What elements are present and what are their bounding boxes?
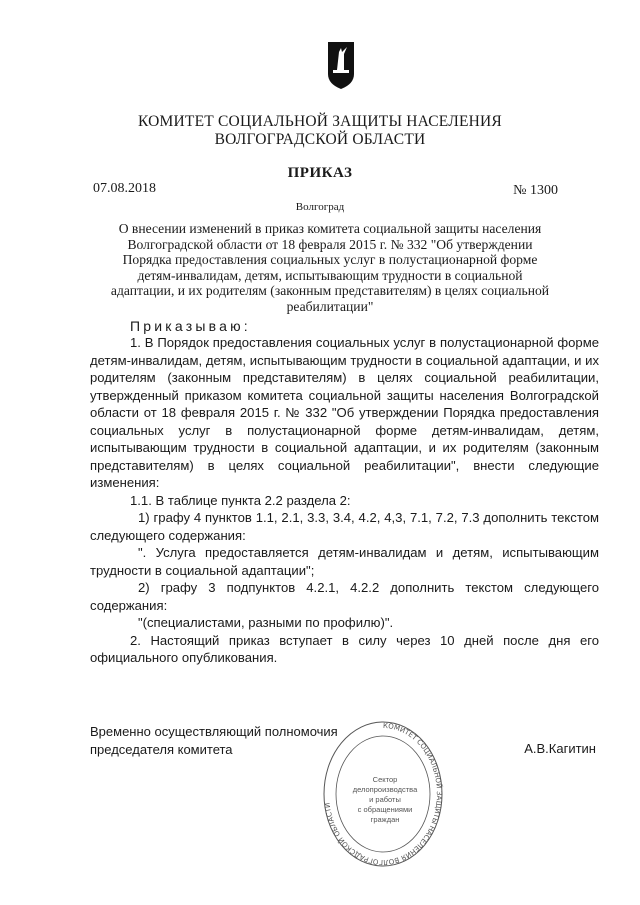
paragraph-1-1: 1.1. В таблице пункта 2.2 раздела 2: — [130, 492, 351, 508]
document-date: 07.08.2018 — [93, 181, 156, 196]
coat-of-arms-icon — [327, 40, 355, 90]
document-type: ПРИКАЗ — [287, 165, 353, 181]
signatory-title — [90, 723, 338, 759]
stamp-line1: Сектор — [372, 775, 398, 784]
stamp-line4: с обращениями — [357, 805, 413, 814]
signatory-name: А.В.Кагитин — [524, 741, 596, 756]
stamp-line5: граждан — [370, 815, 400, 824]
paragraph-1-1-1: 1) графу 4 пунктов 1.1, 2.1, 3.3, 3.4, 4.2, 4,3, 7.1, 7.2, 7.3 дополнить текстом следующего содержания: — [90, 510, 599, 543]
document-subject: О внесении изменений в приказ комитета социальной защиты населения Волгоградской области от 18 февраля 2015 г. № 332 "Об утверждении Порядка предоставления социальных услуг в полустационарной форме детям-инвалидам, детям, испытывающим трудности в социальной адаптации, и их родителям (законным представителям) в целях социальной реабилитации" — [110, 221, 550, 314]
paragraph-2: 2. Настоящий приказ вступает в силу через 10 дней после дня его официального опубликования. — [90, 632, 599, 665]
stamp-ring-text: КОМИТЕТ СОЦИАЛЬНОЙ ЗАЩИТЫ НАСЕЛЕНИЯ ВОЛГОГРАДСКОЙ ОБЛАСТИ — [323, 721, 443, 867]
stamp-line3: и работы — [369, 795, 401, 804]
stamp-icon — [322, 720, 444, 870]
orders-word: Приказываю: — [130, 318, 251, 334]
document-city: Волгоград — [295, 201, 345, 213]
organization-name-line1: КОМИТЕТ СОЦИАЛЬНОЙ ЗАЩИТЫ НАСЕЛЕНИЯ — [138, 113, 502, 130]
document-number: № 1300 — [513, 183, 558, 198]
paragraph-1: 1. В Порядок предоставления социальных услуг в полустационарной форме детям-инвалидам, детям, испытывающим трудности в социальной адаптации, и их родителям (законным представителям) в целях социальной реабилитации, утвержденный приказом комитета социальной защиты населения Волгоградской области от 18 февраля 2015 г. № 332 "Об утверждении Порядка предоставления социальных услуг в полустационарной форме детям-инвалидам, детям, испытывающим трудности в социальной адаптации, и их родителям (законным представителям) в целях социальной реабилитации", внести следующие изменения: — [90, 335, 599, 490]
organization-name-line2: ВОЛГОГРАДСКОЙ ОБЛАСТИ — [214, 131, 426, 148]
signatory-title-line1: Временно осуществляющий полномочия — [90, 724, 338, 739]
paragraph-1-1-2: 2) графу 3 подпунктов 4.2.1, 4.2.2 дополнить текстом следующего содержания: — [90, 580, 599, 613]
signatory-title-line2: председателя комитета — [90, 742, 233, 757]
stamp-line2: делопроизводства — [352, 785, 418, 794]
quote-1: ". Услуга предоставляется детям-инвалидам и детям, испытывающим трудности в социальной адаптации"; — [90, 545, 599, 578]
document-body — [90, 334, 599, 667]
quote-2: "(специалистами, разными по профилю)". — [138, 615, 394, 630]
